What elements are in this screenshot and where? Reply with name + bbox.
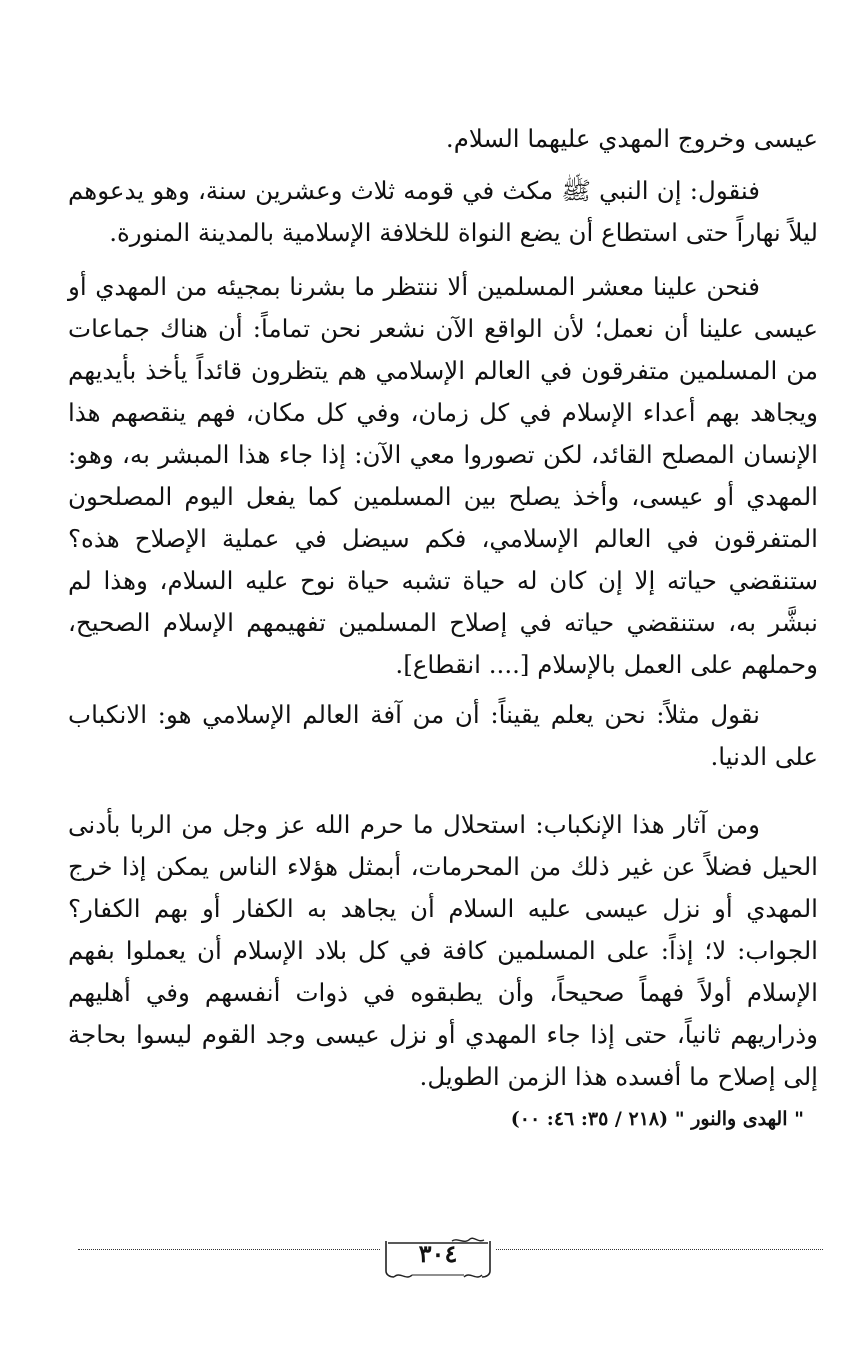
page-number-frame — [382, 1237, 494, 1281]
paragraph-5: ومن آثار هذا الإنكباب: استحلال ما حرم الله عز وجل من الربا بأدنى الحيل فضلاً عن غير ذلك من المحرمات، أبمثل هؤلاء الناس يمكن إذا خرج المهدي أو نزل عيسى عليه السلام أن يجاهد به الكفار أو بهم الكفار؟ الجواب: لا؛ إذاً: على المسلمين كافة في كل بلاد الإسلام أن يعملوا بفهم الإسلام أولاً فهماً صحيحاً، وأن يطبقوه في ذوات أنفسهم وفي أهليهم وذراريهم ثانياً، حتى إذا جاء المهدي أو نزل عيسى وجد القوم ليسوا بحاجة إلى إصلاح ما أفسده هذا الزمن الطويل. — [68, 810, 818, 1091]
page-number: ٣٠٤ — [418, 1239, 458, 1268]
paragraph-1: عيسى وخروج المهدي عليهما السلام. — [445, 124, 818, 153]
footer-divider-right — [496, 1249, 823, 1250]
source-citation: " الهدى والنور " (٢١٨ / ٣٥: ٤٦: ٠٠) — [510, 1108, 804, 1130]
paragraph-4: نقول مثلاً: نحن يعلم يقيناً: أن من آفة العالم الإسلامي هو: الانكباب على الدنيا. — [68, 700, 818, 771]
page-footer — [78, 1237, 823, 1287]
paragraph-3: فنحن علينا معشر المسلمين ألا ننتظر ما بشرنا بمجيئه من المهدي أو عيسى علينا أن نعمل؛ لأن الواقع الآن نشعر نحن تماماً: أن هناك جماعات من المسلمين متفرقون في العالم الإسلامي هم يتظرون قائداً يأخذ بأيديهم ويجاهد بهم أعداء الإسلام في كل زمان، وفي كل مكان، فهم ينقصهم هذا الإنسان المصلح القائد، لكن تصوروا معي الآن: إذا جاء هذا المبشر به، وهو: المهدي أو عيسى، وأخذ يصلح بين المسلمين كما يفعل اليوم المصلحون المتفرقون في العالم الإسلامي، فكم سيضل في عملية الإصلاح هذه؟ ستنقضي حياته إلا إن كان له حياة تشبه حياة نوح عليه السلام، وهذا لم نبشَّر به، ستنقضي حياته في إصلاح المسلمين تفهيمهم الإسلام الصحيح، وحملهم على العمل بالإسلام [.... انقطاع]. — [68, 272, 818, 679]
paragraph-2: فنقول: إن النبي ﷺ مكث في قومه ثلاث وعشرين سنة، وهو يدعوهم ليلاً نهاراً حتى استطاع أن يضع النواة للخلافة الإسلامية بالمدينة المنورة. — [68, 176, 818, 247]
footer-divider-left — [78, 1249, 380, 1250]
main-text — [68, 118, 818, 1134]
